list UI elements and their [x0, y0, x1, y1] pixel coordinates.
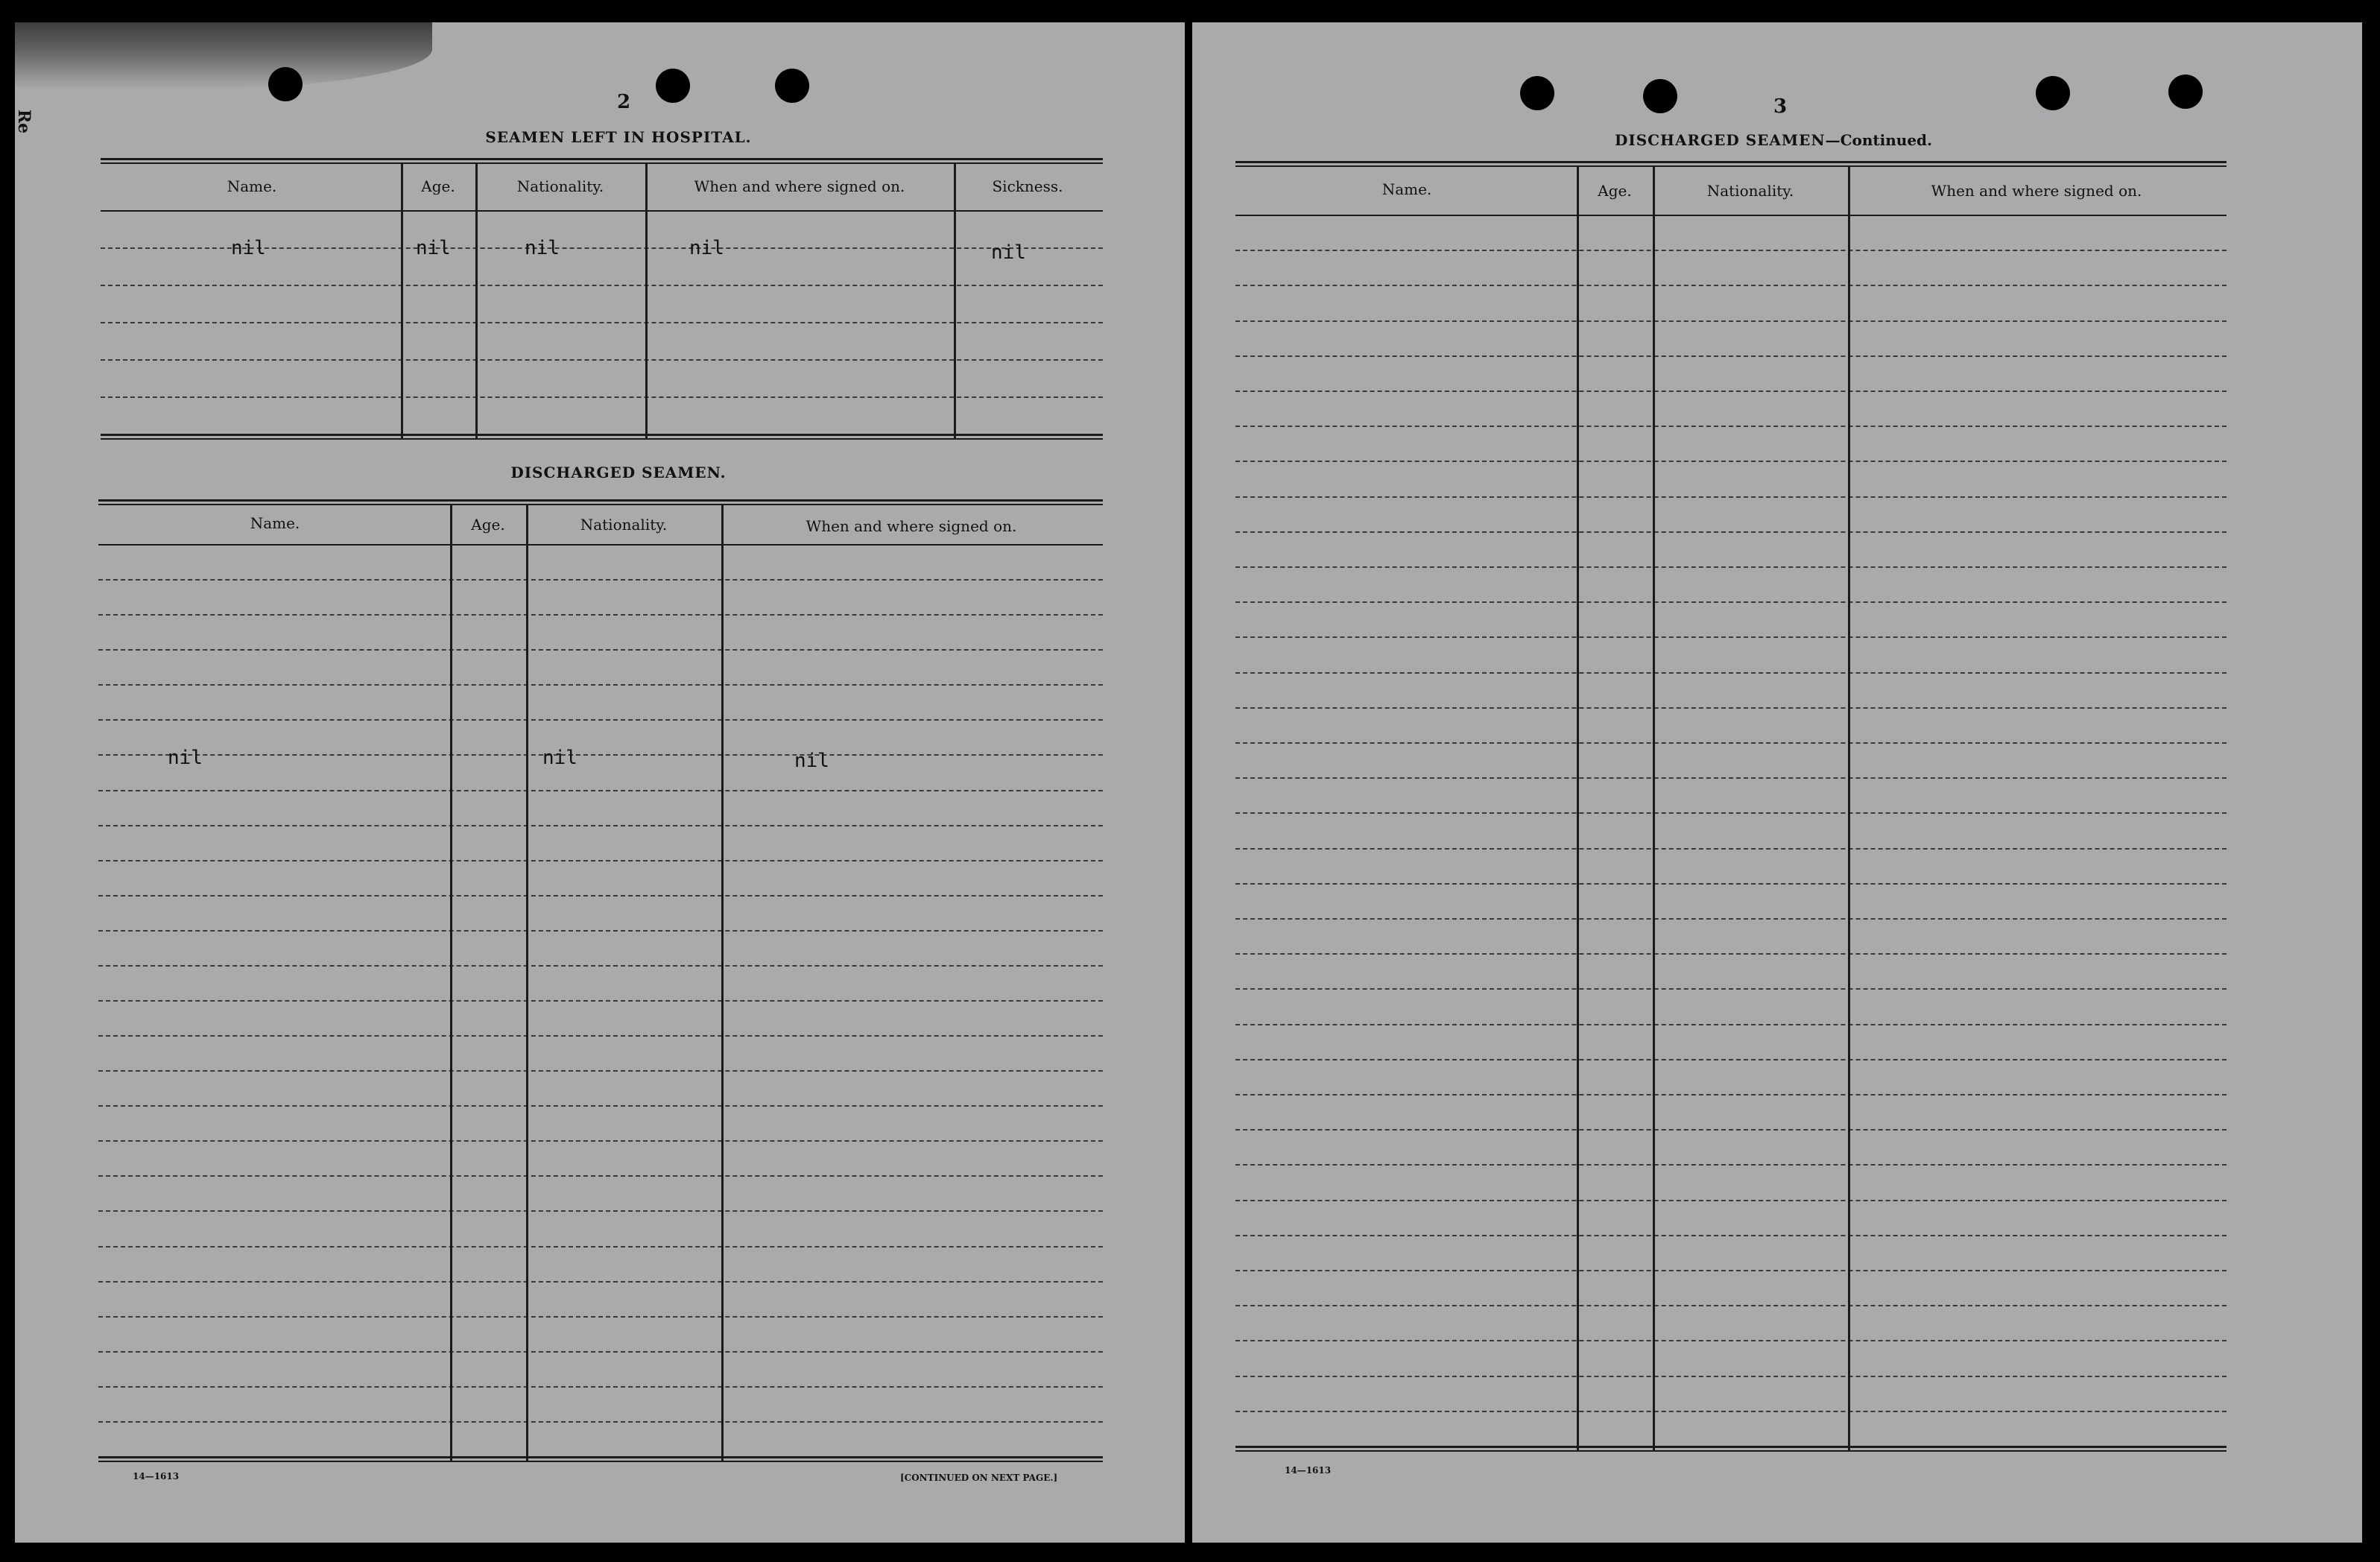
table-top-rule: [101, 162, 1103, 164]
row-rule: [1235, 461, 2226, 462]
column-rule: [721, 504, 724, 1461]
row-rule: [98, 790, 1103, 791]
form-number: 14—1613: [133, 1471, 180, 1482]
row-rule: [1235, 320, 2226, 322]
row-rule: [1235, 1164, 2226, 1166]
table-bottom-rule: [98, 1456, 1103, 1458]
hospital-age-entry: nil: [416, 237, 451, 259]
table-top-rule: [101, 158, 1103, 160]
row-rule: [98, 860, 1103, 861]
header-nationality: Nationality.: [580, 516, 668, 534]
header-name: Name.: [227, 177, 277, 195]
row-rule: [1235, 496, 2226, 498]
row-rule: [98, 1281, 1103, 1283]
row-rule: [1235, 390, 2226, 392]
row-rule: [1235, 1094, 2226, 1095]
row-rule: [98, 649, 1103, 651]
row-rule: [1235, 848, 2226, 850]
row-rule: [1235, 636, 2226, 638]
punch-hole: [656, 69, 690, 103]
row-rule: [1235, 1411, 2226, 1412]
table-top-rule: [98, 499, 1103, 502]
header-signed-on: When and where signed on.: [694, 177, 905, 195]
row-rule: [98, 1210, 1103, 1212]
header-signed-on: When and where signed on.: [1931, 182, 2142, 200]
header-nationality: Nationality.: [1706, 182, 1794, 200]
row-rule: [1235, 566, 2226, 568]
row-rule: [101, 396, 1103, 398]
row-rule: [1235, 742, 2226, 744]
row-rule: [1235, 250, 2226, 251]
punch-hole: [1520, 76, 1554, 110]
table-bottom-rule: [98, 1461, 1103, 1462]
column-rule: [645, 162, 648, 438]
header-name: Name.: [250, 514, 300, 532]
discharged-nationality-entry: nil: [542, 747, 577, 769]
punch-hole: [1643, 79, 1677, 113]
row-rule: [98, 1105, 1103, 1107]
column-rule: [1653, 165, 1655, 1450]
hospital-title: SEAMEN LEFT IN HOSPITAL.: [485, 128, 752, 146]
row-rule: [1235, 531, 2226, 533]
row-rule: [1235, 883, 2226, 885]
row-rule: [98, 895, 1103, 897]
hospital-nationality-entry: nil: [525, 237, 560, 259]
header-rule: [98, 544, 1103, 546]
row-rule: [98, 1175, 1103, 1177]
table-bottom-rule: [1235, 1446, 2226, 1448]
punch-hole: [2036, 76, 2070, 110]
column-rule: [954, 162, 956, 438]
column-rule: [475, 162, 478, 438]
row-rule: [1235, 1376, 2226, 1377]
left-page: [15, 22, 1185, 1543]
row-rule: [98, 684, 1103, 686]
side-mark: Re: [14, 109, 34, 134]
row-rule: [98, 579, 1103, 581]
table-bottom-rule: [1235, 1450, 2226, 1452]
row-rule: [98, 719, 1103, 721]
title-suffix: —Continued.: [1825, 131, 1932, 149]
row-rule: [101, 285, 1103, 286]
column-rule: [1577, 165, 1579, 1450]
row-rule: [1235, 1270, 2226, 1271]
row-rule: [1235, 777, 2226, 779]
discharged-continued-title: [1565, 131, 1982, 149]
row-rule: [98, 754, 1103, 756]
row-rule: [98, 1140, 1103, 1142]
row-rule: [1235, 1235, 2226, 1236]
row-rule: [98, 1421, 1103, 1423]
row-rule: [98, 965, 1103, 967]
page-number: 3: [1773, 95, 1788, 118]
hospital-name-entry: nil: [231, 237, 266, 259]
discharged-name-entry: nil: [168, 747, 203, 769]
row-rule: [1235, 1059, 2226, 1060]
header-rule: [101, 210, 1103, 212]
row-rule: [98, 1000, 1103, 1002]
row-rule: [98, 614, 1103, 616]
torn-edge: [15, 22, 432, 89]
row-rule: [1235, 1200, 2226, 1201]
row-rule: [1235, 601, 2226, 603]
row-rule: [1235, 918, 2226, 920]
column-rule: [450, 504, 452, 1461]
hospital-sickness-entry: nil: [991, 241, 1026, 264]
discharged-title: DISCHARGED SEAMEN.: [510, 464, 727, 481]
row-rule: [1235, 1024, 2226, 1025]
row-rule: [98, 930, 1103, 932]
table-top-rule: [1235, 165, 2226, 167]
header-sickness: Sickness.: [992, 177, 1063, 195]
column-rule: [1848, 165, 1850, 1450]
table-bottom-rule: [101, 438, 1103, 440]
row-rule: [1235, 1305, 2226, 1306]
row-rule: [98, 1070, 1103, 1072]
header-signed-on: When and where signed on.: [806, 517, 1017, 535]
form-number: 14—1613: [1285, 1465, 1332, 1476]
row-rule: [101, 359, 1103, 361]
row-rule: [98, 1246, 1103, 1248]
hospital-signed-on-entry: nil: [689, 237, 724, 259]
table-top-rule: [1235, 161, 2226, 163]
header-nationality: Nationality.: [516, 177, 604, 195]
row-rule: [1235, 1340, 2226, 1341]
row-rule: [1235, 672, 2226, 674]
row-rule: [98, 1351, 1103, 1353]
row-rule: [98, 825, 1103, 826]
row-rule: [1235, 953, 2226, 955]
punch-hole: [268, 67, 303, 101]
discharged-signed-on-entry: nil: [794, 750, 829, 772]
header-name: Name.: [1382, 180, 1432, 198]
row-rule: [1235, 355, 2226, 357]
row-rule: [98, 1035, 1103, 1037]
row-rule: [1235, 707, 2226, 709]
column-rule: [526, 504, 528, 1461]
header-age: Age.: [1598, 182, 1632, 200]
row-rule: [1235, 1129, 2226, 1131]
row-rule: [1235, 988, 2226, 990]
row-rule: [98, 1316, 1103, 1318]
row-rule: [1235, 285, 2226, 286]
header-rule: [1235, 215, 2226, 216]
table-top-rule: [98, 504, 1103, 505]
punch-hole: [775, 69, 809, 103]
table-bottom-rule: [101, 434, 1103, 436]
column-rule: [401, 162, 403, 438]
right-page: [1192, 22, 2362, 1543]
header-age: Age.: [421, 177, 455, 195]
row-rule: [1235, 812, 2226, 814]
row-rule: [1235, 426, 2226, 427]
header-age: Age.: [471, 516, 505, 534]
continued-note: [CONTINUED ON NEXT PAGE.]: [900, 1473, 1058, 1483]
punch-hole: [2168, 75, 2203, 109]
row-rule: [98, 1386, 1103, 1388]
row-rule: [101, 322, 1103, 323]
title-text: DISCHARGED SEAMEN: [1615, 131, 1826, 149]
page-number: 2: [617, 91, 631, 113]
